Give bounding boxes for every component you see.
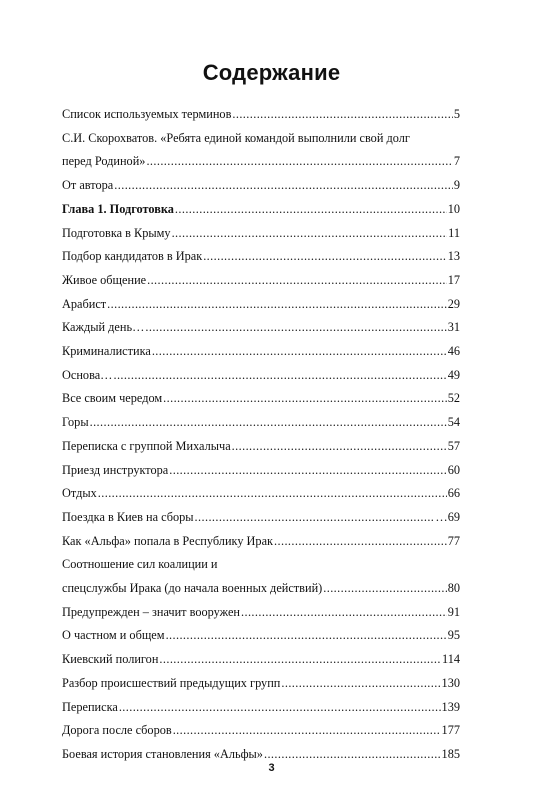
toc-dot-leader — [114, 177, 453, 193]
toc-dot-leader — [274, 533, 447, 549]
toc-dot-leader — [281, 675, 440, 691]
toc-dot-leader — [232, 106, 452, 122]
toc-entry-page: 95 — [447, 628, 460, 643]
toc-entry — [62, 272, 460, 288]
toc-entry-title: С.И. Скорохватов. «Ребята единой командой выполнили свой долг — [62, 130, 410, 145]
toc-dot-leader — [98, 485, 447, 501]
toc-entry-page: 54 — [447, 415, 460, 430]
toc-entry-title: Все своим чередом — [62, 391, 163, 406]
page-title: Содержание — [202, 60, 341, 85]
toc-entry-title: Список используемых терминов — [62, 107, 232, 121]
toc-entry-page: 60 — [447, 462, 460, 477]
toc-dot-leader — [172, 225, 448, 241]
toc-dot-leader — [232, 438, 447, 454]
toc-entry — [62, 746, 460, 762]
toc-entry-title: Приезд инструктора — [62, 462, 169, 477]
toc-dot-leader — [159, 651, 441, 667]
toc-dot-leader — [166, 627, 447, 643]
toc-entry-page: 80 — [447, 581, 460, 595]
toc-entry — [62, 462, 460, 478]
toc-dot-leader — [119, 699, 441, 715]
toc-entry-title: Горы — [62, 415, 89, 430]
toc-entry — [62, 627, 460, 643]
toc-entry-page: 5 — [453, 107, 460, 121]
toc-dot-leader — [175, 201, 447, 217]
toc-entry — [62, 106, 460, 122]
toc-entry — [62, 367, 460, 383]
toc-entry — [62, 675, 460, 691]
toc-entry — [62, 485, 460, 501]
toc-entry-title: Дорога после сборов — [62, 723, 172, 738]
toc-entry-page: 31 — [447, 320, 460, 335]
toc-dot-leader — [169, 462, 446, 478]
toc-dot-leader — [152, 343, 447, 359]
toc-entry — [62, 177, 460, 193]
toc-dot-leader — [323, 580, 446, 596]
toc-entry — [62, 556, 460, 572]
toc-entry-page: 10 — [447, 201, 460, 216]
toc-entry — [62, 201, 460, 217]
toc-entry-page: 66 — [447, 486, 460, 501]
toc-entry-page: 29 — [447, 296, 460, 311]
toc-entry-title: Как «Альфа» попала в Республику Ирак — [62, 533, 274, 548]
toc-entry-title: Подготовка в Крыму — [62, 225, 171, 240]
toc-entry-title: Криминалистика — [62, 344, 151, 358]
toc-entry-page: 130 — [441, 675, 460, 690]
toc-entry-title: перед Родиной» — [62, 154, 146, 169]
toc-entry-page: 139 — [441, 699, 460, 714]
toc-entry-page: 9 — [453, 178, 460, 193]
toc-entry-title: Живое общение — [62, 272, 147, 287]
toc-entry — [62, 153, 460, 169]
toc-entry — [62, 225, 460, 241]
toc-entry-page: 49 — [447, 367, 460, 382]
toc-entry-title: Переписка с группой Михалыча — [62, 438, 231, 453]
toc-entry-title: спецслужбы Ирака (до начала военных действий) — [62, 581, 323, 595]
toc-entry-title: Киевский полигон — [62, 652, 159, 667]
toc-entry — [62, 414, 460, 430]
toc-entry — [62, 604, 460, 620]
toc-entry-page: 52 — [447, 391, 460, 406]
toc-entry-page: 185 — [441, 746, 460, 761]
toc-entry-page: 11 — [448, 225, 460, 240]
toc-entry-title: О частном и общем — [62, 628, 165, 643]
toc-entry — [62, 319, 460, 335]
toc-dot-leader — [241, 604, 447, 620]
toc-entry-page: 17 — [447, 272, 460, 287]
toc-entry-page: 177 — [441, 723, 460, 738]
toc-entry — [62, 343, 460, 359]
toc-entry-page: 114 — [442, 652, 460, 667]
toc-entry-page: 77 — [447, 533, 460, 548]
page-number: 3 — [268, 762, 275, 774]
toc-entry-title: Разбор происшествий предыдущих групп — [62, 675, 281, 690]
toc-dot-leader — [203, 248, 447, 264]
toc-entry-title: От автора — [62, 178, 114, 193]
toc-entry-title: Основа… — [62, 367, 113, 382]
toc-entry-title: Предупрежден – значит вооружен — [62, 604, 240, 619]
toc-dot-leader — [173, 722, 441, 738]
toc-entry-title: Арабист — [62, 296, 107, 311]
toc-dot-leader — [90, 414, 447, 430]
toc-dot-leader — [113, 367, 446, 383]
toc-entry-page: 7 — [453, 154, 460, 169]
toc-dot-leader — [146, 153, 452, 169]
toc-dot-leader — [195, 509, 435, 525]
toc-entry-title: Боевая история становления «Альфы» — [62, 746, 263, 761]
toc-entry-title: Отдых — [62, 486, 97, 501]
toc-dot-leader — [264, 746, 441, 762]
toc-entry-page: 46 — [447, 344, 460, 358]
toc-entry-title: Поездка в Киев на сборы — [62, 509, 194, 524]
toc-entry — [62, 438, 460, 454]
toc-entry-page: 91 — [447, 604, 460, 619]
toc-dot-leader — [145, 319, 446, 335]
toc-entry-title: Каждый день… — [62, 320, 145, 335]
toc-entry-page: …69 — [435, 509, 460, 524]
toc-dot-leader — [107, 296, 447, 312]
toc-entry — [62, 296, 460, 312]
toc-entry-page: 13 — [447, 249, 460, 264]
toc-entry — [62, 699, 460, 715]
toc-entry — [62, 130, 460, 146]
toc-entry — [62, 509, 460, 525]
toc-entry — [62, 533, 460, 549]
toc-entry — [62, 651, 460, 667]
toc-entry — [62, 390, 460, 406]
toc-entry — [62, 248, 460, 264]
toc-dot-leader — [163, 390, 447, 406]
toc-entry-title: Глава 1. Подготовка — [62, 201, 174, 216]
toc-entry — [62, 580, 460, 596]
toc-entry-title: Подбор кандидатов в Ирак — [62, 249, 203, 264]
toc-entry-page: 57 — [447, 438, 460, 453]
toc-dot-leader — [147, 272, 447, 288]
toc-entry-title: Переписка — [62, 699, 118, 714]
toc-entry — [62, 722, 460, 738]
toc-entry-title: Соотношение сил коалиции и — [62, 557, 218, 572]
